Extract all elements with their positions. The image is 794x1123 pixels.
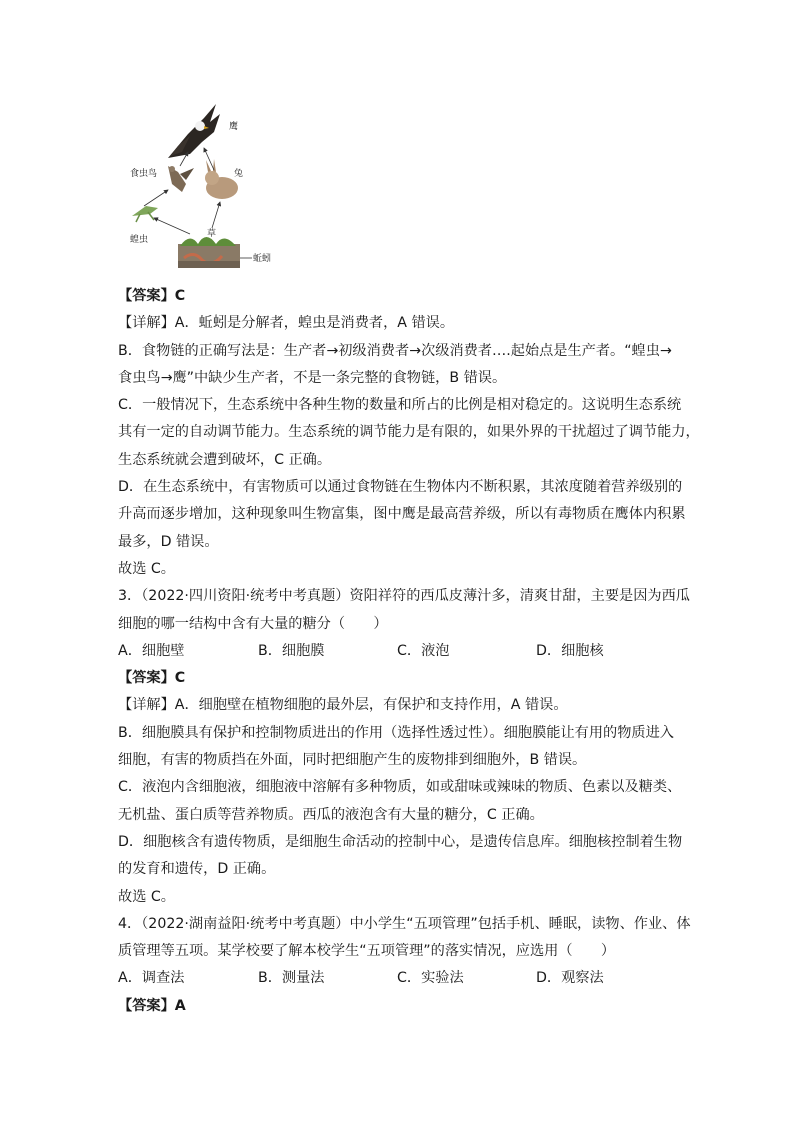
arrow-locust-bird bbox=[144, 190, 168, 206]
explanation-q2-line: 食虫鸟→鹰”中缺少生产者，不是一条完整的食物链，B 错误。 bbox=[118, 369, 507, 386]
answer-q3: 【答案】C bbox=[118, 670, 186, 687]
option-a: A．调查法 bbox=[118, 970, 185, 987]
question-3-options bbox=[118, 638, 678, 665]
option-d: D．细胞核 bbox=[536, 642, 604, 659]
explanation-q2-line: 升高而逐步增加，这种现象叫生物富集，图中鹰是最高营养级，所以有毒物质在鹰体内积累 bbox=[118, 506, 686, 523]
option-c: C．液泡 bbox=[397, 642, 450, 659]
option-a: A．细胞壁 bbox=[118, 642, 185, 659]
insectivorous-bird-image bbox=[168, 166, 194, 192]
question-4-stem: 质管理等五项。某学校要了解本校学生“五项管理”的落实情况，应选用（ ） bbox=[118, 943, 616, 960]
label-locust: 蝗虫 bbox=[130, 235, 149, 245]
answer-q4: 【答案】A bbox=[118, 997, 186, 1014]
explanation-q3-line: 细胞，有害的物质挡在外面，同时把细胞产生的废物排到细胞外，B 错误。 bbox=[118, 752, 587, 769]
explanation-q3-line: 的发育和遗传，D 正确。 bbox=[118, 861, 276, 878]
question-3-stem: 3．（2022·四川资阳·统考中考真题）资阳祥符的西瓜皮薄汁多，清爽甘甜，主要是因为西瓜 bbox=[118, 588, 690, 605]
answer-q2: 【答案】C bbox=[118, 288, 186, 304]
question-4-stem: 4．（2022·湖南益阳·统考中考真题）中小学生“五项管理”包括手机、睡眠，读物、作业、体 bbox=[118, 915, 691, 932]
option-c: C．实验法 bbox=[397, 970, 464, 987]
arrow-grass-locust bbox=[154, 218, 190, 234]
explanation-q2-line: 最多，D 错误。 bbox=[118, 533, 219, 550]
locust-image bbox=[132, 206, 158, 222]
question-3-stem: 细胞的哪一结构中含有大量的糖分（ ） bbox=[118, 615, 388, 632]
explanation-q2-line: C．一般情况下，生态系统中各种生物的数量和所占的比例是相对稳定的。这说明生态系统 bbox=[118, 397, 682, 414]
label-rabbit: 兔 bbox=[234, 169, 244, 179]
explanation-q2-line: 生态系统就会遭到破坏，C 正确。 bbox=[118, 451, 332, 468]
explanation-q3-line: 无机盐、蛋白质等营养物质。西瓜的液泡含有大量的糖分，C 正确。 bbox=[118, 806, 544, 823]
food-web-diagram bbox=[120, 96, 280, 276]
arrow-grass-rabbit bbox=[212, 202, 220, 228]
option-b: B．细胞膜 bbox=[258, 642, 325, 659]
explanation-q2-line: 其有一定的自动调节能力。生态系统的调节能力是有限的，如果外界的干扰超过了调节能力， bbox=[118, 424, 700, 441]
explanation-q2-line: B．食物链的正确写法是：生产者→初级消费者→次级消费者….起始点是生产者。“蝗虫→ bbox=[118, 342, 672, 359]
label-grass: 草 bbox=[207, 229, 217, 239]
explanation-q2-line: 故选 C。 bbox=[118, 560, 175, 577]
explanation-q2-line: 【详解】A．蚯蚓是分解者，蝗虫是消费者，A 错误。 bbox=[118, 315, 455, 332]
explanation-q3-line: B．细胞膜具有保护和控制物质进出的作用（选择性透过性）。细胞膜能让有用的物质进入 bbox=[118, 724, 674, 741]
eagle-image bbox=[168, 104, 220, 158]
food-web-figure bbox=[120, 96, 280, 276]
grass-soil-image bbox=[178, 237, 240, 268]
question-4-options bbox=[118, 965, 678, 992]
explanation-q2-line: D．在生态系统中，有害物质可以通过食物链在生物体内不断积累，其浓度随着营养级别的 bbox=[118, 479, 683, 496]
explanation-q3-line: 【详解】A．细胞壁在植物细胞的最外层，有保护和支持作用，A 错误。 bbox=[118, 697, 568, 714]
label-earthworm: 蚯蚓 bbox=[253, 254, 272, 264]
option-b: B．测量法 bbox=[258, 970, 325, 987]
explanation-q3-line: 故选 C。 bbox=[118, 888, 175, 905]
explanation-q3-line: C．液泡内含细胞液，细胞液中溶解有多种物质，如或甜味或辣味的物质、色素以及糖类、 bbox=[118, 779, 682, 796]
option-d: D．观察法 bbox=[536, 970, 604, 987]
label-eagle: 鹰 bbox=[229, 122, 239, 132]
rabbit-image bbox=[205, 159, 238, 199]
document-content bbox=[118, 283, 700, 1020]
explanation-q3-line: D．细胞核含有遗传物质，是细胞生命活动的控制中心，是遗传信息库。细胞核控制着生物 bbox=[118, 833, 683, 850]
label-bird: 食虫鸟 bbox=[130, 169, 158, 179]
